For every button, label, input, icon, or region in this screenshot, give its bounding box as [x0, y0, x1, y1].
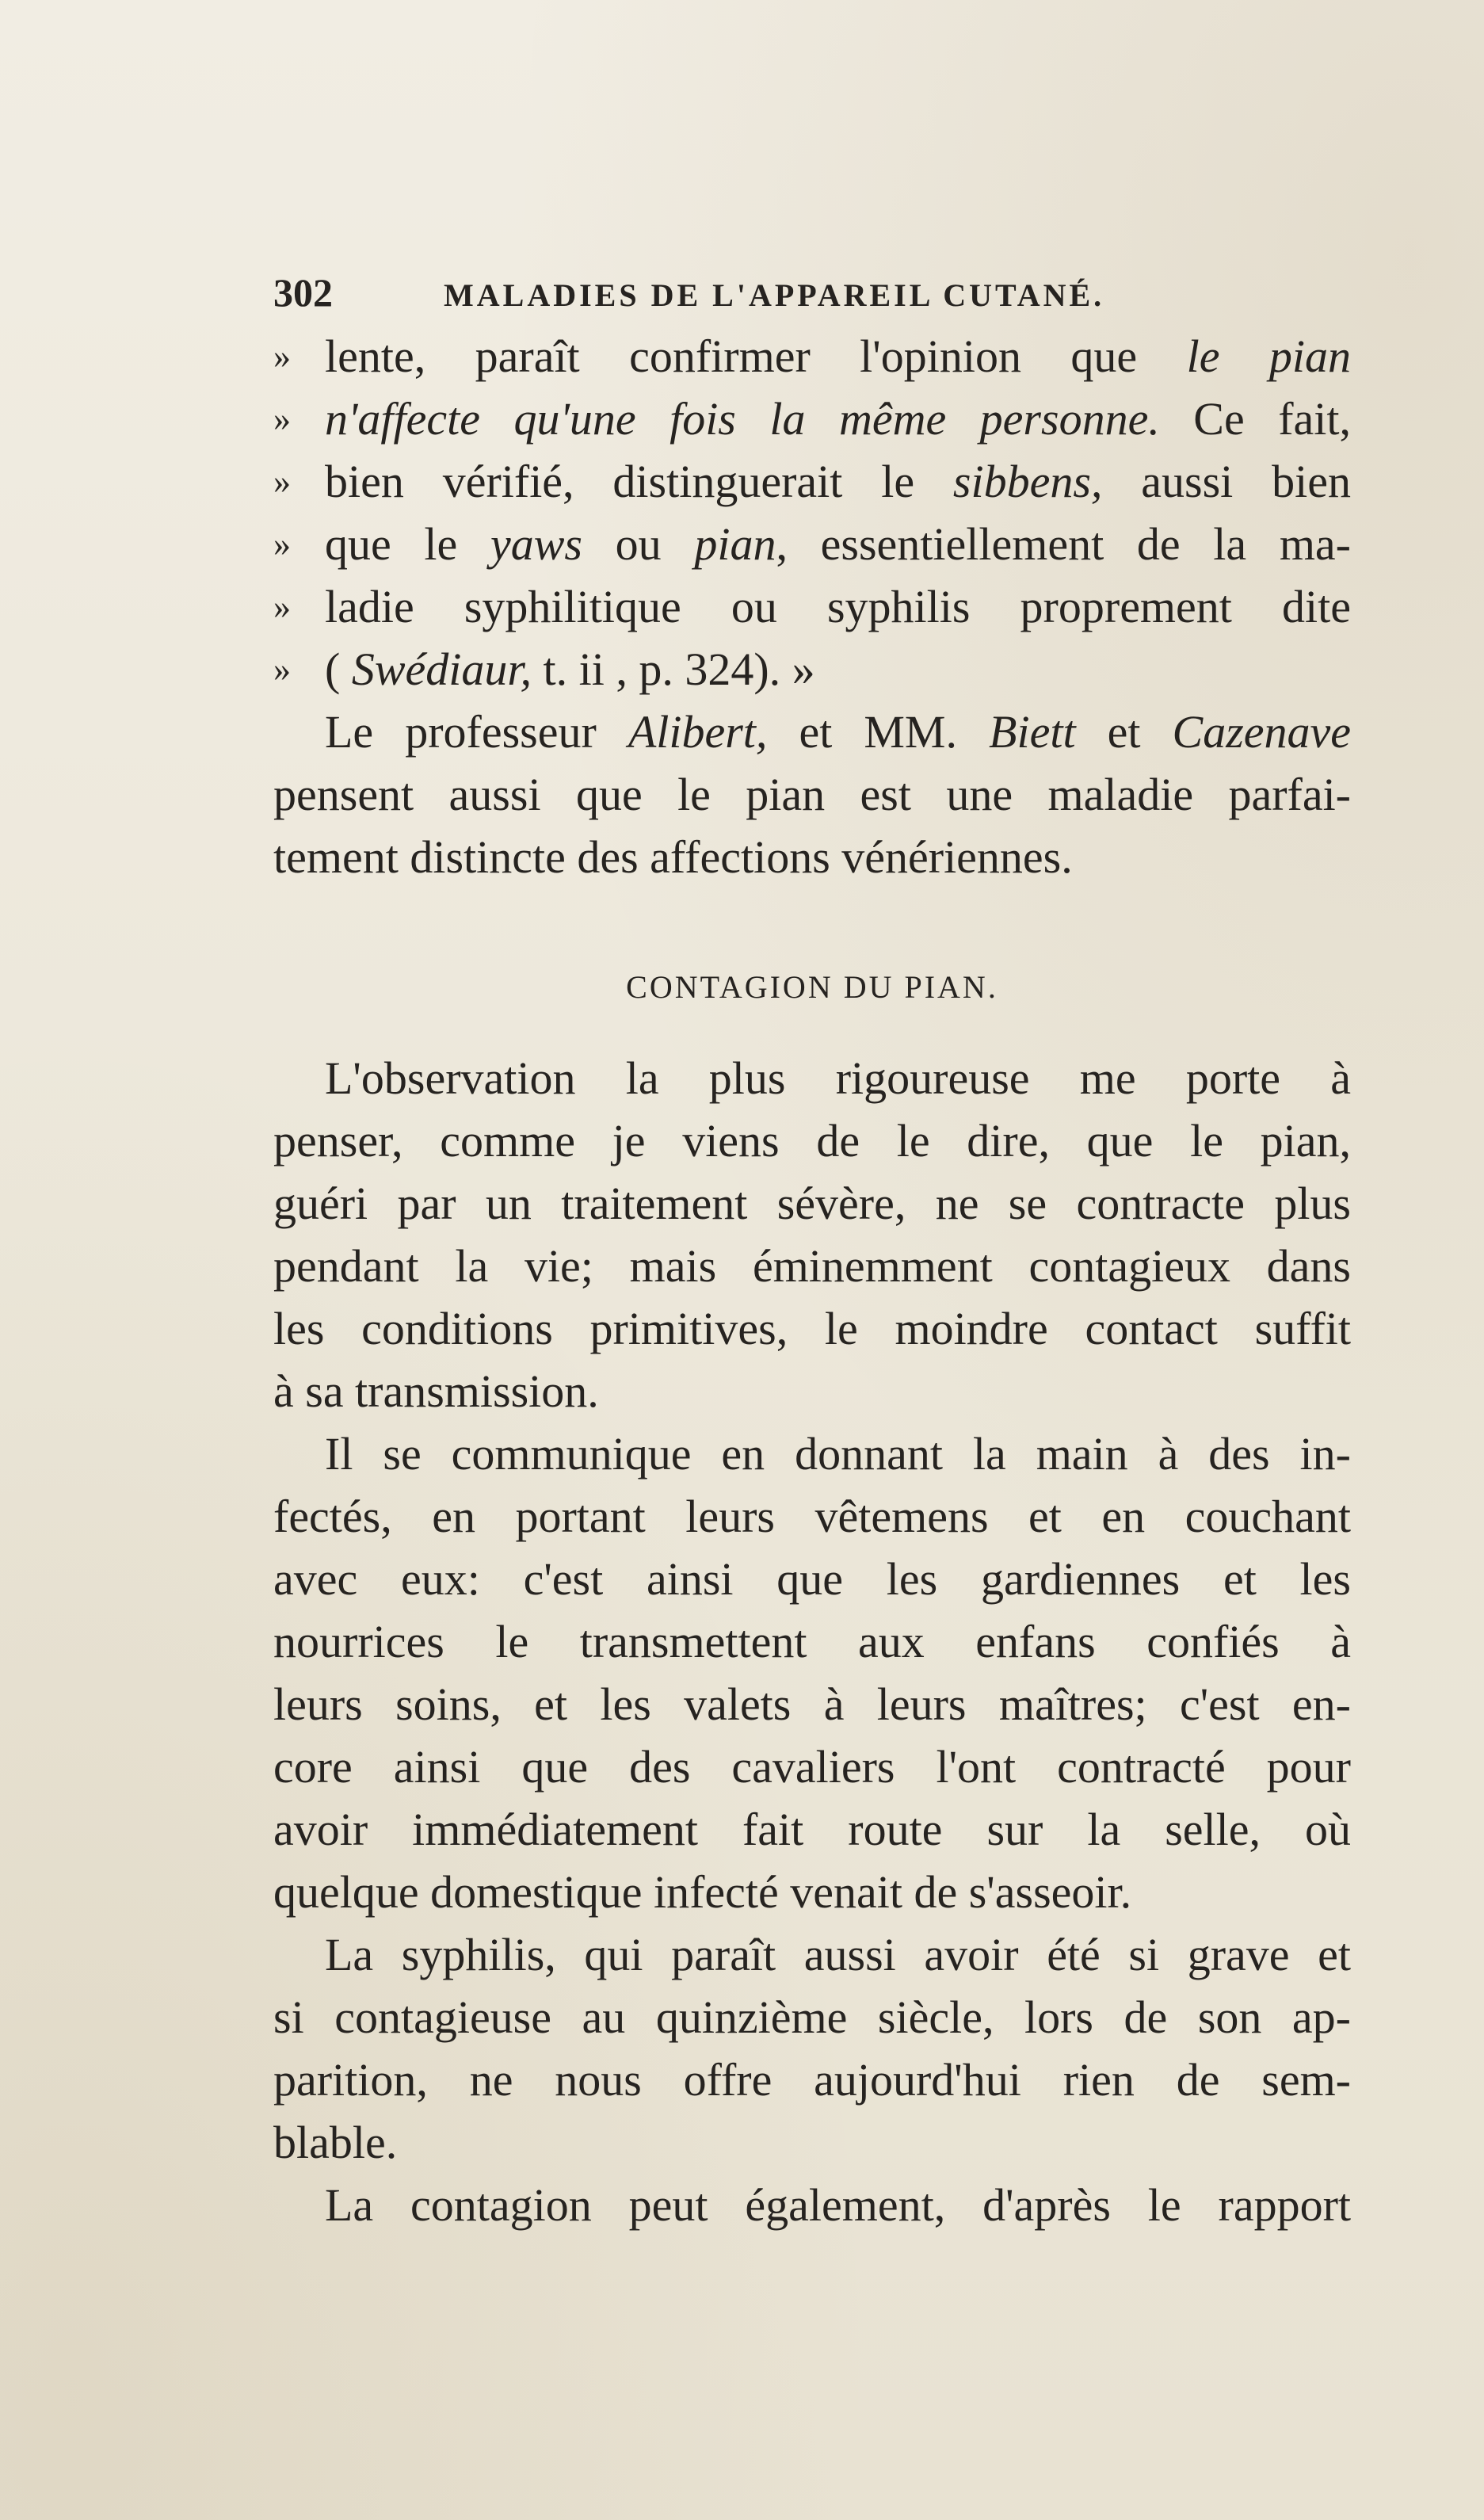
- italic-name: Biett: [989, 706, 1076, 758]
- quote-line: [273, 388, 1351, 450]
- spacer: [273, 888, 1351, 928]
- paragraph-line: pensent aussi que le pian est une maladie parfai-: [273, 769, 1351, 820]
- quote-italic: yaws: [490, 518, 582, 570]
- quote-line: [273, 575, 1351, 638]
- quote-mark: »: [273, 399, 291, 438]
- paragraph-line: core ainsi que des cavaliers l'ont contracté pour: [273, 1741, 1351, 1793]
- paragraph-line: à sa transmission.: [273, 1365, 599, 1417]
- quote-text: , essentiellement de la ma-: [776, 518, 1351, 570]
- running-title: MALADIES DE L'APPAREIL CUTANÉ.: [444, 277, 1105, 313]
- quote-italic: sibbens,: [952, 456, 1103, 507]
- quote-mark: »: [273, 650, 291, 689]
- quote-italic: pian: [694, 518, 776, 570]
- paragraph-line: La contagion peut également, d'après le rapport: [325, 2179, 1351, 2231]
- quote-text: ou: [582, 518, 695, 570]
- paragraph-line: fectés, en portant leurs vêtemens et en couchant: [273, 1491, 1351, 1542]
- quote-line: [273, 513, 1351, 575]
- running-header: [273, 269, 1351, 325]
- quote-line: [273, 638, 1351, 701]
- paragraph-line: avec eux: c'est ainsi que les gardiennes et les: [273, 1553, 1351, 1605]
- quote-mark: »: [273, 525, 291, 563]
- paragraph-line: nourrices le transmettent aux enfans confiés à: [273, 1616, 1351, 1667]
- paragraph-line: penser, comme je viens de le dire, que le pian,: [273, 1115, 1351, 1166]
- page-text-block: [273, 269, 1351, 2236]
- text-span: Le professeur: [325, 706, 628, 758]
- paragraph-line: leurs soins, et les valets à leurs maîtres; c'est en-: [273, 1678, 1351, 1730]
- paragraph-line: avoir immédiatement fait route sur la selle, où: [273, 1804, 1351, 1855]
- quote-text: Ce fait,: [1159, 393, 1351, 445]
- paragraph-line: pendant la vie; mais éminemment contagieux dans: [273, 1240, 1351, 1292]
- text-span: et: [1075, 706, 1173, 758]
- paragraph-line: tement distincte des affections vénériennes.: [273, 831, 1073, 883]
- italic-name: Cazenave: [1172, 706, 1352, 758]
- paragraph-line: L'observation la plus rigoureuse me porte à: [325, 1052, 1351, 1104]
- quote-text: bien vérifié, distinguerait le: [325, 456, 953, 507]
- paragraph-line: Il se communique en donnant la main à des in-: [325, 1428, 1351, 1480]
- paragraph-line: blable.: [273, 2117, 398, 2168]
- paragraph-line: guéri par un traitement sévère, ne se contracte plus: [273, 1178, 1351, 1229]
- paragraph-line: quelque domestique infecté venait de s'asseoir.: [273, 1866, 1132, 1918]
- quote-italic: Swédiaur,: [351, 643, 532, 695]
- paragraph-line: La syphilis, qui paraît aussi avoir été si grave et: [325, 1929, 1351, 1980]
- quote-italic: n'affecte qu'une fois la même personne.: [325, 393, 1160, 445]
- quote-mark: »: [273, 587, 291, 626]
- quote-text: ladie syphilitique ou syphilis proprement dite: [325, 581, 1351, 632]
- quote-italic: le pian: [1186, 330, 1351, 382]
- page-number: 302: [273, 270, 333, 315]
- quote-line: [273, 450, 1351, 513]
- quote-mark: »: [273, 462, 291, 501]
- quote-text: que le: [325, 518, 490, 570]
- paragraph-line: parition, ne nous offre aujourd'hui rien de sem-: [273, 2054, 1351, 2106]
- paragraph-line: [273, 701, 1351, 763]
- italic-name: Alibert,: [628, 706, 768, 758]
- quote-mark: »: [273, 337, 291, 376]
- quote-text: lente, paraît confirmer l'opinion que: [325, 330, 1187, 382]
- quote-text: aussi bien: [1102, 456, 1351, 507]
- paragraph-line: les conditions primitives, le moindre contact suffit: [273, 1303, 1351, 1354]
- text-span: et MM.: [767, 706, 990, 758]
- paragraph-line: si contagieuse au quinzième siècle, lors de son ap-: [273, 1991, 1351, 2043]
- quote-text: (: [325, 643, 352, 695]
- section-heading: CONTAGION DU PIAN.: [626, 969, 998, 1005]
- quote-text: t. ii , p. 324). »: [532, 643, 815, 695]
- quote-line: [273, 325, 1351, 388]
